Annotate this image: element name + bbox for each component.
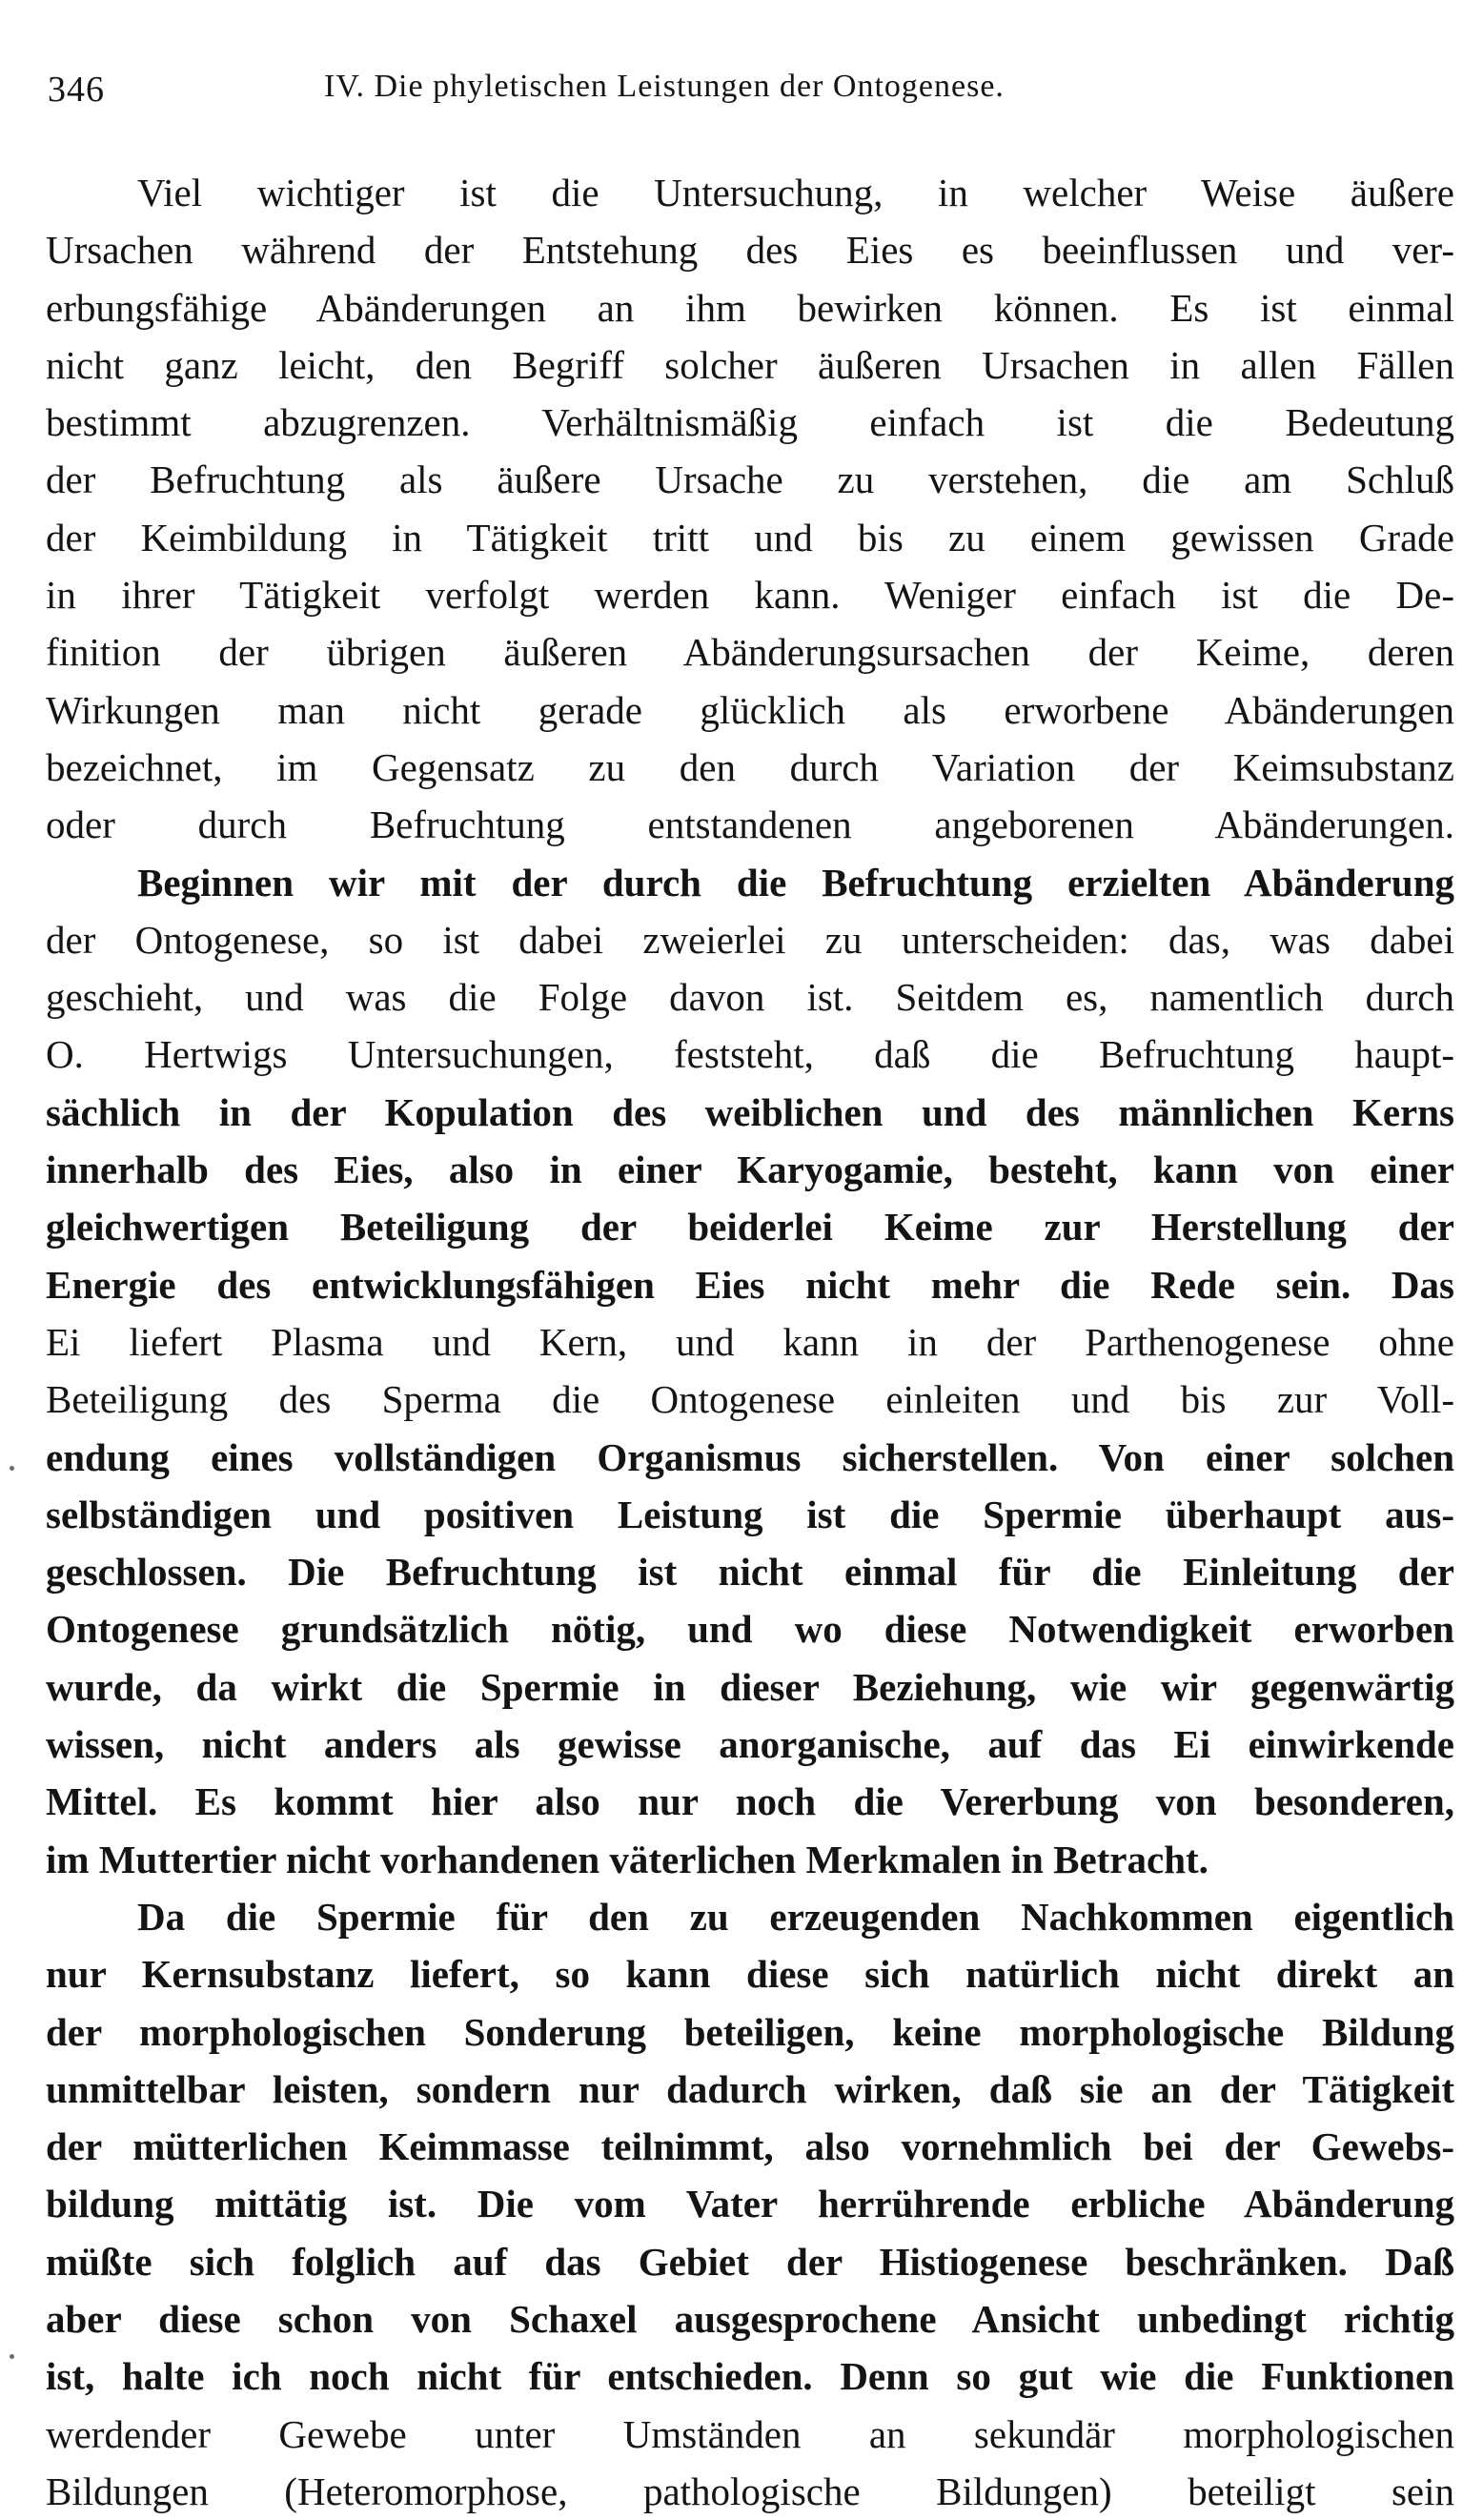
text-line: Da die Spermie für den zu erzeugenden Nachkommen eigentlich — [137, 1894, 1454, 1939]
text-line: Mittel. Es kommt hier also nur noch die Vererbung von besonderen, — [46, 1779, 1454, 1824]
text-line: ist, halte ich noch nicht für entschieden. Denn so gut wie die Funktionen — [46, 2354, 1454, 2399]
text-line: Beginnen wir mit der durch die Befruchtung erzielten Abänderung — [137, 860, 1454, 904]
text-line: gleichwertigen Beteiligung der beiderlei Keime zur Herstellung der — [46, 1205, 1454, 1250]
text-line: der Keimbildung in Tätigkeit tritt und bis zu einem gewissen Grade — [46, 515, 1454, 559]
page-number: 346 — [48, 70, 105, 110]
text-line: geschieht, und was die Folge davon ist. Seitdem es, namentlich durch — [46, 975, 1454, 1020]
text-line: nicht ganz leicht, den Begriff solcher äußeren Ursachen in allen Fällen — [46, 342, 1454, 387]
text-line: im Muttertier nicht vorhandenen väterlichen Merkmalen in Betracht. — [46, 1837, 1209, 1881]
text-line: werdender Gewebe unter Umständen an sekundär morphologischen — [46, 2411, 1454, 2456]
text-line: Viel wichtiger ist die Untersuchung, in welcher Weise äußere — [137, 171, 1454, 214]
text-line: bezeichnet, im Gegensatz zu den durch Variation der Keimsubstanz — [46, 744, 1454, 789]
text-line: wissen, nicht anders als gewisse anorganische, auf das Ei einwirkende — [46, 1722, 1454, 1767]
text-line: unmittelbar leisten, sondern nur dadurch wirken, daß sie an der Tätigkeit — [46, 2066, 1454, 2111]
scan-speck — [10, 1466, 14, 1471]
text-line: finition der übrigen äußeren Abänderungsursachen der Keime, deren — [46, 630, 1454, 675]
text-line: der mütterlichen Keimmasse teilnimmt, also vornehmlich bei der Gewebs- — [46, 2124, 1454, 2169]
text-line: innerhalb des Eies, also in einer Karyogamie, besteht, kann von einer — [46, 1148, 1454, 1192]
text-line: Energie des entwicklungsfähigen Eies nicht mehr die Rede sein. Das — [46, 1262, 1454, 1307]
text-line: der Ontogenese, so ist dabei zweierlei zu unterscheiden: das, was dabei — [46, 917, 1454, 962]
scan-speck — [10, 2354, 14, 2359]
text-line: O. Hertwigs Untersuchungen, feststeht, daß die Befruchtung haupt- — [46, 1032, 1454, 1077]
text-line: oder durch Befruchtung entstandenen angeborenen Abänderungen. — [46, 803, 1454, 847]
text-line: endung eines vollständigen Organismus sicherstellen. Von einer solchen — [46, 1434, 1454, 1479]
text-line: müßte sich folglich auf das Gebiet der Histiogenese beschränken. Daß — [46, 2239, 1454, 2284]
text-line: in ihrer Tätigkeit verfolgt werden kann. Weniger einfach ist die De- — [46, 573, 1454, 618]
text-line: Wirkungen man nicht gerade glücklich als erworbene Abänderungen — [46, 687, 1454, 732]
text-line: Ei liefert Plasma und Kern, und kann in der Parthenogenese ohne — [46, 1319, 1454, 1364]
text-line: aber diese schon von Schaxel ausgesprochene Ansicht unbedingt richtig — [46, 2296, 1454, 2341]
text-line: bestimmt abzugrenzen. Verhältnismäßig einfach ist die Bedeutung — [46, 400, 1454, 445]
text-line: Beteiligung des Sperma die Ontogenese einleiten und bis zur Voll- — [46, 1377, 1454, 1422]
text-line: geschlossen. Die Befruchtung ist nicht einmal für die Einleitung der — [46, 1550, 1454, 1595]
text-line: Ursachen während der Entstehung des Eies es beeinflussen und ver- — [46, 228, 1454, 273]
text-line: der Befruchtung als äußere Ursache zu verstehen, die am Schluß — [46, 457, 1454, 502]
text-line: selbständigen und positiven Leistung ist die Spermie überhaupt aus- — [46, 1492, 1454, 1536]
text-line: sächlich in der Kopulation des weiblichen und des männlichen Kerns — [46, 1089, 1454, 1134]
running-head: IV. Die phyletischen Leistungen der Ontogenese. — [324, 69, 1005, 104]
text-line: der morphologischen Sonderung beteiligen, keine morphologische Bildung — [46, 2009, 1454, 2054]
text-line: nur Kernsubstanz liefert, so kann diese sich natürlich nicht direkt an — [46, 1952, 1454, 1997]
text-line: wurde, da wirkt die Spermie in dieser Beziehung, wie wir gegenwärtig — [46, 1664, 1454, 1709]
page-header — [48, 59, 1468, 116]
text-line: Bildungen (Heteromorphose, pathologische Bildungen) beteiligt sein — [46, 2469, 1454, 2513]
body-text — [46, 164, 1454, 2520]
text-line: erbungsfähige Abänderungen an ihm bewirken können. Es ist einmal — [46, 285, 1454, 330]
text-line: bildung mittätig ist. Die vom Vater herrührende erbliche Abänderung — [46, 2182, 1454, 2226]
text-line: Ontogenese grundsätzlich nötig, und wo diese Notwendigkeit erworben — [46, 1607, 1454, 1652]
